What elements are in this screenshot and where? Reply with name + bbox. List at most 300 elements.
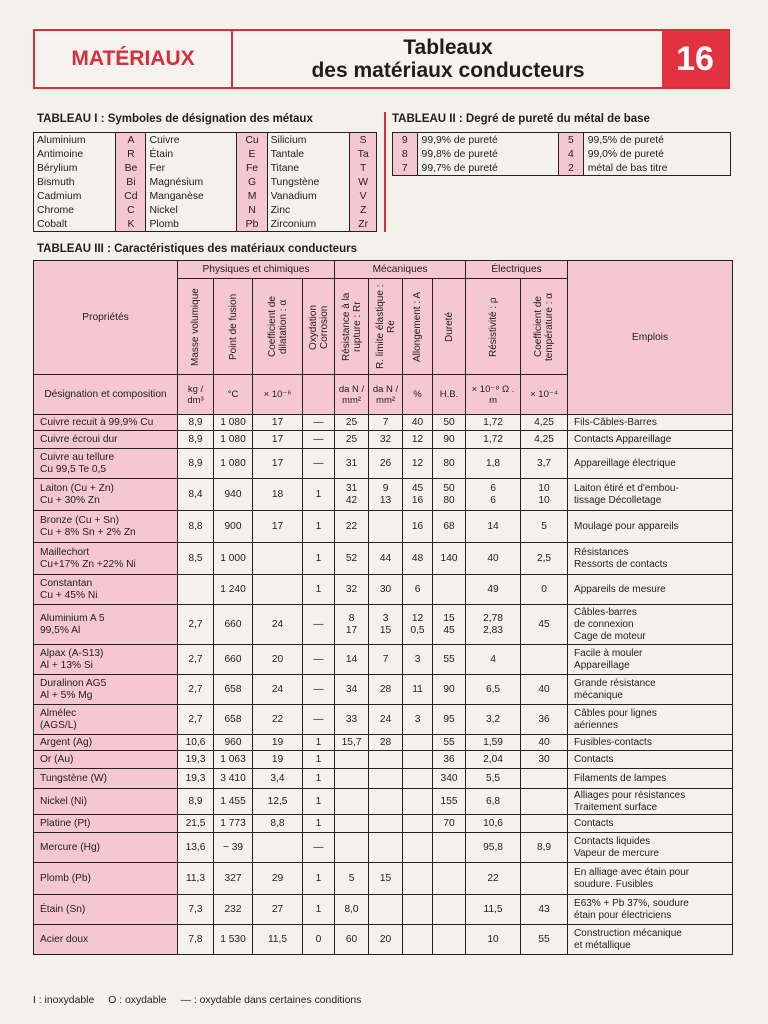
value-cell: 1 (303, 815, 335, 833)
value-cell: 60 (335, 925, 369, 955)
purity-digit: 4 (559, 147, 584, 161)
value-cell: 3,7 (521, 449, 568, 479)
value-cell: 28 (369, 675, 403, 705)
emplois-cell: Contacts (568, 815, 733, 833)
value-cell: 1 (303, 479, 335, 511)
tableau1-row (34, 175, 377, 189)
value-cell: 658 (214, 675, 253, 705)
header-emplois: Emplois (568, 261, 733, 415)
value-cell: 15 (369, 863, 403, 895)
value-cell: 8 17 (335, 605, 369, 645)
material-name: Cuivre au tellure Cu 99,5 Te 0,5 (34, 449, 178, 479)
metal-name: Magnésium (146, 175, 237, 189)
value-cell: 11,3 (178, 863, 214, 895)
value-cell: 26 (369, 449, 403, 479)
purity-digit: 5 (559, 133, 584, 148)
value-cell: 8,8 (178, 511, 214, 543)
value-cell: 7,3 (178, 895, 214, 925)
value-cell: 1 530 (214, 925, 253, 955)
metal-name: Étain (146, 147, 237, 161)
value-cell: 12 (403, 449, 433, 479)
tableau1-row (34, 217, 377, 232)
value-cell (335, 789, 369, 815)
tableau1-row (34, 133, 377, 148)
value-cell: 90 (433, 675, 466, 705)
value-cell: 1 (303, 863, 335, 895)
material-name: Bronze (Cu + Sn) Cu + 8% Sn + 2% Zn (34, 511, 178, 543)
tableau3-caption-text: Caractéristiques des matériaux conducteurs (110, 243, 357, 255)
tableau2-table (392, 132, 731, 176)
emplois-cell: Câbles pour lignes aériennes (568, 705, 733, 735)
value-cell: 12,5 (253, 789, 303, 815)
value-cell: 8,5 (178, 543, 214, 575)
value-cell: 19 (253, 751, 303, 769)
value-cell: 44 (369, 543, 403, 575)
emplois-cell: Fusibles-contacts (568, 735, 733, 751)
value-cell: 1 080 (214, 431, 253, 449)
metal-name: Antimoine (34, 147, 116, 161)
metal-name: Bismuth (34, 175, 116, 189)
value-cell (521, 769, 568, 789)
value-cell: 11,5 (466, 895, 521, 925)
value-cell (369, 511, 403, 543)
value-cell: 34 (335, 675, 369, 705)
value-cell (433, 575, 466, 605)
tableau2-row (393, 147, 731, 161)
value-cell: 1 063 (214, 751, 253, 769)
value-cell: 4 (466, 645, 521, 675)
header-group-physiques: Physiques et chimiques (178, 261, 335, 279)
material-row (34, 675, 733, 705)
material-row (34, 543, 733, 575)
value-cell: 2,5 (521, 543, 568, 575)
column-header (369, 279, 403, 375)
value-cell (521, 815, 568, 833)
value-cell: 1 773 (214, 815, 253, 833)
value-cell: 25 (335, 415, 369, 431)
value-cell: 19,3 (178, 769, 214, 789)
material-row (34, 789, 733, 815)
material-name: Or (Au) (34, 751, 178, 769)
purity-digit: 2 (559, 161, 584, 176)
value-cell: 17 (253, 449, 303, 479)
metal-name: Manganèse (146, 189, 237, 203)
unit-cell: H.B. (433, 375, 466, 415)
value-cell: 17 (253, 431, 303, 449)
value-cell (433, 895, 466, 925)
value-cell: 22 (253, 705, 303, 735)
value-cell: 20 (253, 645, 303, 675)
material-row (34, 863, 733, 895)
emplois-cell: Appareils de mesure (568, 575, 733, 605)
value-cell: 327 (214, 863, 253, 895)
value-cell: 90 (433, 431, 466, 449)
column-header (178, 279, 214, 375)
value-cell (433, 925, 466, 955)
material-name: Plomb (Pb) (34, 863, 178, 895)
material-name: Cuivre recuit à 99,9% Cu (34, 415, 178, 431)
value-cell (253, 833, 303, 863)
emplois-cell: Alliages pour résistances Traitement surface (568, 789, 733, 815)
value-cell (433, 833, 466, 863)
value-cell: 3 (403, 705, 433, 735)
metal-name: Tungstène (267, 175, 350, 189)
material-row (34, 449, 733, 479)
value-cell: 49 (466, 575, 521, 605)
value-cell: 8,9 (521, 833, 568, 863)
unit-cell: % (403, 375, 433, 415)
value-cell: 1 (303, 895, 335, 925)
value-cell: 1 (303, 511, 335, 543)
column-header (303, 279, 335, 375)
value-cell: 19,3 (178, 751, 214, 769)
value-cell: 24 (253, 675, 303, 705)
value-cell: 10 10 (521, 479, 568, 511)
metal-symbol: Bi (116, 175, 146, 189)
value-cell: 13,6 (178, 833, 214, 863)
metal-name: Aluminium (34, 133, 116, 148)
value-cell (369, 895, 403, 925)
emplois-cell: Construction mécanique et métallique (568, 925, 733, 955)
value-cell: 55 (521, 925, 568, 955)
material-row (34, 415, 733, 431)
material-name: Duralinon AG5 Al + 5% Mg (34, 675, 178, 705)
emplois-cell: Fils-Câbles-Barres (568, 415, 733, 431)
value-cell: 1,72 (466, 415, 521, 431)
value-cell (335, 815, 369, 833)
value-cell: 45 16 (403, 479, 433, 511)
tableau2-caption (392, 113, 650, 125)
value-cell: 2,7 (178, 605, 214, 645)
emplois-cell: Appareillage électrique (568, 449, 733, 479)
column-header-label: Dureté (443, 311, 455, 342)
value-cell: 30 (521, 751, 568, 769)
value-cell: 4,25 (521, 431, 568, 449)
value-cell: 4,25 (521, 415, 568, 431)
emplois-cell: En alliage avec étain pour soudure. Fusibles (568, 863, 733, 895)
value-cell: 1 (303, 789, 335, 815)
value-cell: 1 080 (214, 449, 253, 479)
material-name: Tungstène (W) (34, 769, 178, 789)
value-cell (521, 645, 568, 675)
value-cell: 6,5 (466, 675, 521, 705)
value-cell: 30 (369, 575, 403, 605)
metal-name: Plomb (146, 217, 237, 232)
material-row (34, 735, 733, 751)
value-cell: 1,8 (466, 449, 521, 479)
material-row (34, 605, 733, 645)
value-cell: 1 080 (214, 415, 253, 431)
tableau1-table (33, 132, 377, 232)
material-name: Cuivre écroui dur (34, 431, 178, 449)
value-cell: 48 (403, 543, 433, 575)
value-cell: 95 (433, 705, 466, 735)
value-cell: 11 (403, 675, 433, 705)
material-row (34, 705, 733, 735)
unit-cell: °C (214, 375, 253, 415)
value-cell: — (303, 449, 335, 479)
value-cell: 660 (214, 645, 253, 675)
value-cell: 20 (369, 925, 403, 955)
column-header-label: Résistivité : ρ (487, 296, 499, 357)
material-row (34, 815, 733, 833)
column-header (466, 279, 521, 375)
material-row (34, 925, 733, 955)
value-cell: — (303, 705, 335, 735)
legend-item: I : inoxydable (33, 995, 95, 1006)
emplois-cell: Laiton étiré et d'embou- tissage Décolletage (568, 479, 733, 511)
section-label: MATÉRIAUX (35, 31, 233, 87)
value-cell: 8,9 (178, 431, 214, 449)
purity-digit: 9 (393, 133, 418, 148)
value-cell: 14 (335, 645, 369, 675)
value-cell: 2,04 (466, 751, 521, 769)
value-cell (335, 769, 369, 789)
value-cell (335, 833, 369, 863)
tableau1-caption (37, 113, 313, 125)
material-row (34, 833, 733, 863)
value-cell: 17 (253, 415, 303, 431)
value-cell: 8,9 (178, 449, 214, 479)
column-header-label: Coefficient de température : α (533, 292, 556, 361)
value-cell: 3 (403, 645, 433, 675)
material-name: Argent (Ag) (34, 735, 178, 751)
value-cell: 8,0 (335, 895, 369, 925)
purity-text: 99,5% de pureté (583, 133, 730, 148)
value-cell: 1 (303, 751, 335, 769)
value-cell (369, 789, 403, 815)
metal-symbol: Fe (237, 161, 267, 175)
value-cell: 21,5 (178, 815, 214, 833)
value-cell: 10,6 (466, 815, 521, 833)
metal-name: Silicium (267, 133, 350, 148)
column-header (253, 279, 303, 375)
value-cell (253, 575, 303, 605)
purity-digit: 8 (393, 147, 418, 161)
value-cell: 68 (433, 511, 466, 543)
column-header-label: Coefficient de dilatation : α (266, 296, 289, 357)
value-cell: 3,2 (466, 705, 521, 735)
metal-symbol: E (237, 147, 267, 161)
title-line-1: Tableaux (403, 36, 493, 59)
value-cell: 25 (335, 431, 369, 449)
unit-cell: da N / mm² (335, 375, 369, 415)
value-cell: 7,8 (178, 925, 214, 955)
unit-cell: × 10⁻⁶ (253, 375, 303, 415)
value-cell: 22 (466, 863, 521, 895)
column-header-label: R. limite élastique : Re (374, 284, 397, 369)
value-cell: 32 (335, 575, 369, 605)
metal-name: Chrome (34, 203, 116, 217)
value-cell (403, 735, 433, 751)
metal-symbol: Zr (350, 217, 377, 232)
emplois-cell: Facile à mouler Appareillage (568, 645, 733, 675)
value-cell (369, 751, 403, 769)
value-cell: 50 80 (433, 479, 466, 511)
value-cell: 8,8 (253, 815, 303, 833)
value-cell: 24 (253, 605, 303, 645)
legend (33, 995, 375, 1006)
value-cell: — (303, 605, 335, 645)
value-cell: 50 (433, 415, 466, 431)
value-cell (403, 789, 433, 815)
value-cell: 10 (466, 925, 521, 955)
emplois-cell: Filaments de lampes (568, 769, 733, 789)
metal-symbol: M (237, 189, 267, 203)
value-cell (369, 769, 403, 789)
emplois-cell: Contacts Appareillage (568, 431, 733, 449)
metal-symbol: C (116, 203, 146, 217)
value-cell: 15,7 (335, 735, 369, 751)
value-cell: 19 (253, 735, 303, 751)
value-cell: 27 (253, 895, 303, 925)
value-cell (433, 863, 466, 895)
value-cell: — (303, 431, 335, 449)
tableau2-row (393, 161, 731, 176)
column-header-label: Allongement : A (412, 291, 424, 362)
value-cell: 7 (369, 645, 403, 675)
material-name: Maillechort Cu+17% Zn +22% Ni (34, 543, 178, 575)
emplois-cell: Contacts liquides Vapeur de mercure (568, 833, 733, 863)
value-cell: 6 (403, 575, 433, 605)
value-cell: 12 (403, 431, 433, 449)
value-cell (403, 833, 433, 863)
metal-symbol: Ta (350, 147, 377, 161)
material-row (34, 645, 733, 675)
header-designation: Désignation et composition (34, 375, 178, 415)
value-cell: 1,59 (466, 735, 521, 751)
value-cell: 2,7 (178, 705, 214, 735)
value-cell: — (303, 675, 335, 705)
value-cell: 140 (433, 543, 466, 575)
column-divider (384, 112, 386, 232)
purity-digit: 7 (393, 161, 418, 176)
material-name: Mercure (Hg) (34, 833, 178, 863)
metal-symbol: W (350, 175, 377, 189)
tableau3-caption-bold: TABLEAU III : (37, 243, 111, 255)
unit-cell: × 10⁻⁴ (521, 375, 568, 415)
value-cell: 9 13 (369, 479, 403, 511)
value-cell: 1 (303, 769, 335, 789)
material-name: Aluminium A 5 99,5% Al (34, 605, 178, 645)
value-cell (521, 789, 568, 815)
value-cell: 8,4 (178, 479, 214, 511)
metal-name: Bérylium (34, 161, 116, 175)
column-header-label: Résistance à la rupture : Rr (340, 292, 363, 361)
value-cell: 17 (253, 511, 303, 543)
value-cell (403, 925, 433, 955)
tableau1-row (34, 189, 377, 203)
value-cell: 40 (466, 543, 521, 575)
material-name: Nickel (Ni) (34, 789, 178, 815)
value-cell: 940 (214, 479, 253, 511)
value-cell: 80 (433, 449, 466, 479)
value-cell (369, 815, 403, 833)
value-cell: 12 0,5 (403, 605, 433, 645)
metal-name: Vanadium (267, 189, 350, 203)
material-name: Constantan Cu + 45% Ni (34, 575, 178, 605)
value-cell: 658 (214, 705, 253, 735)
value-cell (403, 769, 433, 789)
metal-symbol: Cd (116, 189, 146, 203)
purity-text: 99,0% de pureté (583, 147, 730, 161)
purity-text: métal de bas titre (583, 161, 730, 176)
value-cell (403, 863, 433, 895)
value-cell: 1 240 (214, 575, 253, 605)
material-name: Étain (Sn) (34, 895, 178, 925)
column-header (433, 279, 466, 375)
metal-name: Tantale (267, 147, 350, 161)
value-cell (253, 543, 303, 575)
tableau2-caption-text: Degré de pureté du métal de base (462, 113, 650, 125)
value-cell: 22 (335, 511, 369, 543)
value-cell: 1 455 (214, 789, 253, 815)
value-cell: 11,5 (253, 925, 303, 955)
value-cell: 5 (335, 863, 369, 895)
value-cell: 1 (303, 543, 335, 575)
value-cell: 55 (433, 735, 466, 751)
value-cell: 2,7 (178, 645, 214, 675)
value-cell: 2,7 (178, 675, 214, 705)
metal-symbol: R (116, 147, 146, 161)
value-cell: 5,5 (466, 769, 521, 789)
value-cell: 7 (369, 415, 403, 431)
material-row (34, 431, 733, 449)
column-header-label: Point de fusion (227, 293, 239, 360)
header-proprietes: Propriétés (34, 261, 178, 375)
value-cell (403, 815, 433, 833)
metal-name: Cadmium (34, 189, 116, 203)
value-cell: 28 (369, 735, 403, 751)
material-name: Acier doux (34, 925, 178, 955)
page-title (233, 31, 663, 87)
value-cell: 1 (303, 735, 335, 751)
material-row (34, 575, 733, 605)
material-name: Almélec (AGS/L) (34, 705, 178, 735)
value-cell: 1,72 (466, 431, 521, 449)
unit-cell: × 10⁻⁸ Ω . m (466, 375, 521, 415)
value-cell: 24 (369, 705, 403, 735)
page-header (33, 29, 730, 89)
metal-symbol: Pb (237, 217, 267, 232)
value-cell: 340 (433, 769, 466, 789)
value-cell (178, 575, 214, 605)
material-name: Platine (Pt) (34, 815, 178, 833)
emplois-cell: Contacts (568, 751, 733, 769)
tableau1-row (34, 147, 377, 161)
metal-symbol: S (350, 133, 377, 148)
value-cell: 36 (433, 751, 466, 769)
column-header (521, 279, 568, 375)
value-cell: 1 (303, 575, 335, 605)
value-cell (335, 751, 369, 769)
value-cell: 14 (466, 511, 521, 543)
value-cell: 155 (433, 789, 466, 815)
metal-symbol: K (116, 217, 146, 232)
value-cell: − 39 (214, 833, 253, 863)
material-row (34, 769, 733, 789)
value-cell: 2,78 2,83 (466, 605, 521, 645)
value-cell: 232 (214, 895, 253, 925)
unit-cell: da N / mm² (369, 375, 403, 415)
metal-symbol: Be (116, 161, 146, 175)
tableau1-caption-bold: TABLEAU I : (37, 113, 105, 125)
tableau1-row (34, 203, 377, 217)
metal-symbol: N (237, 203, 267, 217)
material-row (34, 479, 733, 511)
value-cell: 95,8 (466, 833, 521, 863)
value-cell: 40 (521, 735, 568, 751)
